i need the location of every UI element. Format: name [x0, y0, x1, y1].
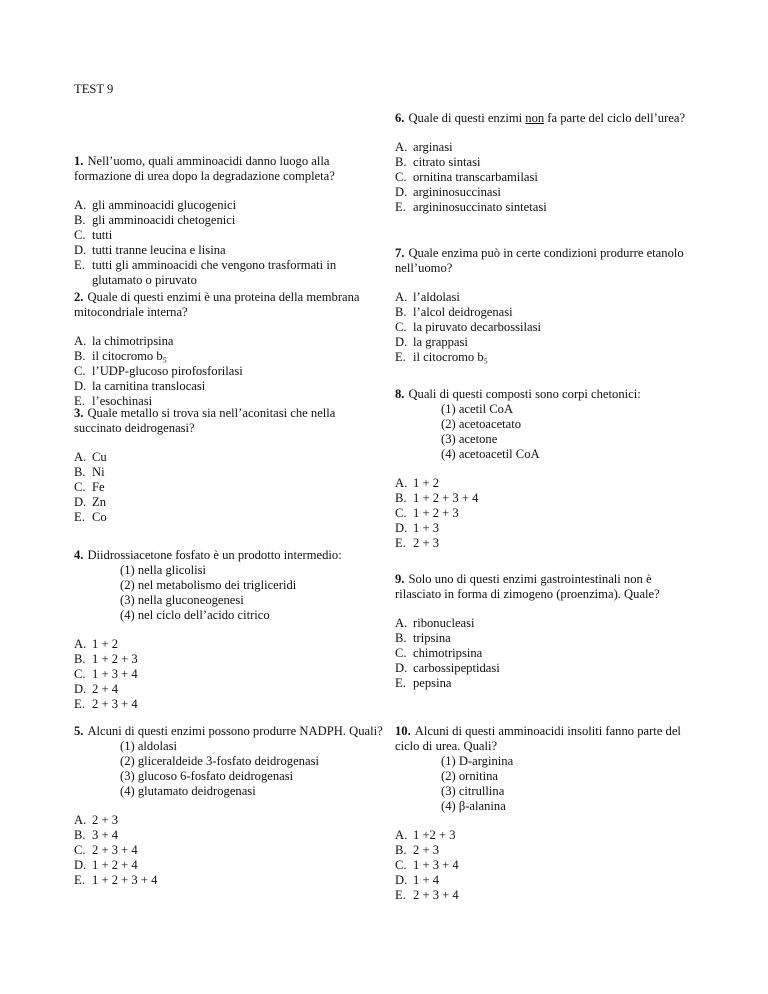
- option-text: 2 + 3: [413, 843, 439, 857]
- option-letter: E.: [395, 536, 406, 550]
- option-letter: A.: [395, 828, 408, 842]
- option-text: 1 + 3 + 4: [413, 858, 459, 872]
- option-letter: C.: [395, 506, 407, 520]
- option[interactable]: [74, 652, 384, 667]
- option-text: Ni: [92, 465, 105, 479]
- statement-list: [441, 402, 695, 462]
- question-text: Solo uno di questi enzimi gastrointestinali non è rilasciato in forma di zimogeno (proenzima). Quale?: [395, 572, 660, 601]
- option-letter: E.: [395, 200, 406, 214]
- option-letter: D.: [395, 661, 408, 675]
- question-stem: [395, 111, 695, 126]
- option[interactable]: [74, 198, 384, 213]
- question-2: [74, 290, 384, 409]
- option-text: Co: [92, 510, 107, 524]
- option-text: 2 + 3: [413, 536, 439, 550]
- option-letter: B.: [74, 828, 86, 842]
- question-number: 6.: [395, 111, 405, 125]
- question-7: [395, 246, 695, 365]
- question-number: 10.: [395, 724, 411, 738]
- option[interactable]: [395, 155, 695, 170]
- question-number: 9.: [395, 572, 405, 586]
- question-5: [74, 724, 384, 888]
- answer-options: [395, 476, 695, 551]
- option-text: tripsina: [413, 631, 451, 645]
- option-letter: E.: [395, 350, 406, 364]
- option-text: la chimotripsina: [92, 334, 174, 348]
- option-letter: B.: [395, 305, 407, 319]
- statement-item: (3) nella gluconeogenesi: [120, 593, 244, 607]
- question-text: Diidrossiacetone fosfato è un prodotto intermedio:: [87, 548, 342, 562]
- question-4: [74, 548, 384, 712]
- option[interactable]: [74, 349, 384, 364]
- option-letter: A.: [74, 334, 87, 348]
- option-letter: D.: [74, 858, 87, 872]
- question-number: 1.: [74, 154, 84, 168]
- option-letter: A.: [395, 290, 408, 304]
- option-text: la piruvato decarbossilasi: [413, 320, 541, 334]
- option-letter: A.: [74, 450, 87, 464]
- option-letter: E.: [74, 394, 85, 408]
- answer-options: [395, 828, 695, 903]
- question-text: Quale metallo si trova sia nell’aconitasi che nella succinato deidrogenasi?: [74, 406, 336, 435]
- question-number: 5.: [74, 724, 84, 738]
- option-text: il citocromo b₅: [413, 350, 489, 364]
- option-text: Zn: [92, 495, 106, 509]
- option-text: l’alcol deidrogenasi: [413, 305, 513, 319]
- option-letter: A.: [74, 198, 87, 212]
- answer-options: [395, 290, 695, 365]
- option-letter: E.: [74, 510, 85, 524]
- option-text: 2 + 3 + 4: [92, 843, 138, 857]
- option-text: la carnitina translocasi: [92, 379, 206, 393]
- answer-options: [74, 450, 384, 525]
- option[interactable]: [74, 213, 384, 228]
- statement-list: [120, 563, 384, 623]
- statement-item: (4) glutamato deidrogenasi: [120, 784, 256, 798]
- option-letter: C.: [395, 646, 407, 660]
- option-text: tutti tranne leucina e lisina: [92, 243, 226, 257]
- option[interactable]: [395, 521, 695, 536]
- statement-item: (1) aldolasi: [120, 739, 178, 753]
- option-text: 1 + 2: [413, 476, 439, 490]
- option[interactable]: [395, 185, 695, 200]
- option[interactable]: [395, 305, 695, 320]
- option-text: tutti: [92, 228, 113, 242]
- statement-item: (1) D-arginina: [441, 754, 514, 768]
- statement-item: (2) ornitina: [441, 769, 499, 783]
- option-letter: E.: [74, 873, 85, 887]
- question-text: Quale enzima può in certe condizioni produrre etanolo nell’uomo?: [395, 246, 684, 275]
- option-text: arginasi: [413, 140, 453, 154]
- option-text: 1 + 2 + 3 + 4: [92, 873, 158, 887]
- option[interactable]: [395, 536, 695, 551]
- question-number: 7.: [395, 246, 405, 260]
- answer-options: [74, 334, 384, 409]
- statement-item: (3) acetone: [441, 432, 498, 446]
- option[interactable]: [74, 258, 384, 288]
- option-letter: D.: [395, 335, 408, 349]
- option[interactable]: [74, 465, 384, 480]
- question-text-underlined: non: [525, 111, 545, 125]
- option-text: 1 + 4: [413, 873, 439, 887]
- option-text: gli amminoacidi chetogenici: [92, 213, 236, 227]
- question-number: 4.: [74, 548, 84, 562]
- question-stem: [395, 724, 695, 754]
- option-text: 1 + 2 + 3: [92, 652, 138, 666]
- question-number: 8.: [395, 387, 405, 401]
- question-text: Alcuni di questi enzimi possono produrre NADPH. Quali?: [87, 724, 383, 738]
- option-letter: B.: [74, 349, 86, 363]
- option[interactable]: [395, 676, 695, 691]
- option-text: ribonucleasi: [413, 616, 475, 630]
- option[interactable]: [395, 843, 695, 858]
- option-letter: A.: [395, 476, 408, 490]
- option[interactable]: [395, 320, 695, 335]
- option-letter: A.: [74, 813, 87, 827]
- option-letter: C.: [74, 480, 86, 494]
- document-title: TEST 9: [74, 82, 114, 96]
- option[interactable]: [395, 140, 695, 155]
- option-text: 2 + 3: [92, 813, 118, 827]
- option[interactable]: [74, 480, 384, 495]
- question-3: [74, 406, 384, 525]
- option[interactable]: [74, 450, 384, 465]
- option-text: citrato sintasi: [413, 155, 481, 169]
- option-text: l’aldolasi: [413, 290, 460, 304]
- option[interactable]: [395, 631, 695, 646]
- option-text: 2 + 3 + 4: [92, 697, 138, 711]
- option-text: la grappasi: [413, 335, 468, 349]
- option[interactable]: [74, 828, 384, 843]
- statement-item: (3) citrullina: [441, 784, 505, 798]
- option[interactable]: [395, 350, 695, 365]
- statement-item: (4) nel ciclo dell’acido citrico: [120, 608, 270, 622]
- option-text: il citocromo b₅: [92, 349, 168, 363]
- question-stem: [74, 290, 384, 320]
- option[interactable]: [395, 616, 695, 631]
- option-letter: D.: [395, 521, 408, 535]
- option[interactable]: [74, 228, 384, 243]
- question-text: Alcuni di questi amminoacidi insoliti fanno parte del ciclo di urea. Quali?: [395, 724, 681, 753]
- option-text: 2 + 3 + 4: [413, 888, 459, 902]
- option[interactable]: [395, 476, 695, 491]
- statement-item: (1) acetil CoA: [441, 402, 514, 416]
- option-letter: C.: [74, 364, 86, 378]
- option-text: Cu: [92, 450, 107, 464]
- option[interactable]: [74, 243, 384, 258]
- option-text: gli amminoacidi glucogenici: [92, 198, 237, 212]
- option-letter: B.: [395, 631, 407, 645]
- option-text: argininosuccinasi: [413, 185, 501, 199]
- statement-list: [441, 754, 695, 814]
- option-text: 1 + 3: [413, 521, 439, 535]
- option-text: ornitina transcarbamilasi: [413, 170, 538, 184]
- question-8: [395, 387, 695, 551]
- option[interactable]: [74, 510, 384, 525]
- answer-options: [74, 637, 384, 712]
- option[interactable]: [74, 843, 384, 858]
- option-text: pepsina: [413, 676, 452, 690]
- option[interactable]: [395, 858, 695, 873]
- question-number: 3.: [74, 406, 84, 420]
- answer-options: [395, 616, 695, 691]
- option-letter: C.: [395, 858, 407, 872]
- option-letter: B.: [74, 213, 86, 227]
- statement-item: (2) gliceraldeide 3-fosfato deidrogenasi: [120, 754, 319, 768]
- option-text: argininosuccinato sintetasi: [413, 200, 547, 214]
- option-letter: D.: [395, 185, 408, 199]
- statement-list: [120, 739, 384, 799]
- question-6: [395, 111, 695, 215]
- question-stem: [74, 406, 384, 436]
- option-letter: C.: [74, 228, 86, 242]
- statement-item: (2) nel metabolismo dei trigliceridi: [120, 578, 297, 592]
- option-letter: C.: [395, 320, 407, 334]
- option-text: 1 + 2: [92, 637, 118, 651]
- option-text: Fe: [92, 480, 105, 494]
- option[interactable]: [395, 661, 695, 676]
- answer-options: [74, 198, 384, 288]
- option-letter: E.: [395, 676, 406, 690]
- statement-item: (4) β-alanina: [441, 799, 506, 813]
- option-text: 1 +2 + 3: [413, 828, 456, 842]
- option[interactable]: [395, 828, 695, 843]
- question-10: [395, 724, 695, 903]
- question-stem: [74, 154, 384, 184]
- option[interactable]: [74, 697, 384, 712]
- option[interactable]: [74, 364, 384, 379]
- option[interactable]: [395, 646, 695, 661]
- option[interactable]: [395, 873, 695, 888]
- statement-item: (3) glucoso 6-fosfato deidrogenasi: [120, 769, 294, 783]
- option-letter: B.: [395, 155, 407, 169]
- question-stem: [395, 387, 695, 402]
- option-letter: B.: [74, 652, 86, 666]
- option-text: l’UDP-glucoso pirofosforilasi: [92, 364, 243, 378]
- option[interactable]: [395, 506, 695, 521]
- option[interactable]: [74, 858, 384, 873]
- option-letter: E.: [74, 258, 85, 272]
- option-text: 1 + 2 + 4: [92, 858, 138, 872]
- option-letter: E.: [395, 888, 406, 902]
- question-stem: [395, 572, 695, 602]
- option-letter: A.: [395, 616, 408, 630]
- option-text: tutti gli amminoacidi che vengono trasformati in glutamato o piruvato: [92, 258, 337, 287]
- option-letter: A.: [395, 140, 408, 154]
- question-stem: [395, 246, 695, 276]
- statement-item: (4) acetoacetil CoA: [441, 447, 540, 461]
- option[interactable]: [74, 813, 384, 828]
- answer-options: [395, 140, 695, 215]
- option-text: carbossipeptidasi: [413, 661, 500, 675]
- option[interactable]: [74, 682, 384, 697]
- option-letter: C.: [74, 667, 86, 681]
- answer-options: [74, 813, 384, 888]
- option-text: 1 + 2 + 3 + 4: [413, 491, 479, 505]
- question-1: [74, 154, 384, 288]
- option[interactable]: [395, 170, 695, 185]
- option[interactable]: [395, 200, 695, 215]
- question-text-pre: Quale di questi enzimi: [408, 111, 526, 125]
- option-letter: D.: [395, 873, 408, 887]
- option-letter: C.: [74, 843, 86, 857]
- question-text: Nell’uomo, quali amminoacidi danno luogo alla formazione di urea dopo la degradazione completa?: [74, 154, 335, 183]
- question-text-post: fa parte del ciclo dell’urea?: [544, 111, 686, 125]
- option-letter: B.: [395, 843, 407, 857]
- option-text: 2 + 4: [92, 682, 118, 696]
- question-text: Quale di questi enzimi è una proteina della membrana mitocondriale interna?: [74, 290, 360, 319]
- option[interactable]: [395, 290, 695, 305]
- option[interactable]: [74, 667, 384, 682]
- option-letter: B.: [395, 491, 407, 505]
- option-letter: E.: [74, 697, 85, 711]
- option[interactable]: [74, 873, 384, 888]
- option-letter: B.: [74, 465, 86, 479]
- option-text: 1 + 2 + 3: [413, 506, 459, 520]
- option[interactable]: [74, 334, 384, 349]
- question-stem: [74, 548, 384, 563]
- question-stem: [74, 724, 384, 739]
- option-letter: A.: [74, 637, 87, 651]
- option-text: chimotripsina: [413, 646, 483, 660]
- option[interactable]: [395, 335, 695, 350]
- option[interactable]: [395, 491, 695, 506]
- option-letter: D.: [74, 495, 87, 509]
- option-letter: D.: [74, 682, 87, 696]
- option-text: l’esochinasi: [92, 394, 153, 408]
- option[interactable]: [395, 888, 695, 903]
- option[interactable]: [74, 495, 384, 510]
- option[interactable]: [74, 637, 384, 652]
- option-text: 3 + 4: [92, 828, 118, 842]
- option-text: 1 + 3 + 4: [92, 667, 138, 681]
- statement-item: (2) acetoacetato: [441, 417, 522, 431]
- option-letter: D.: [74, 243, 87, 257]
- question-text: Quali di questi composti sono corpi chetonici:: [408, 387, 641, 401]
- question-9: [395, 572, 695, 691]
- option[interactable]: [74, 379, 384, 394]
- question-number: 2.: [74, 290, 84, 304]
- option-letter: D.: [74, 379, 87, 393]
- statement-item: (1) nella glicolisi: [120, 563, 207, 577]
- option-letter: C.: [395, 170, 407, 184]
